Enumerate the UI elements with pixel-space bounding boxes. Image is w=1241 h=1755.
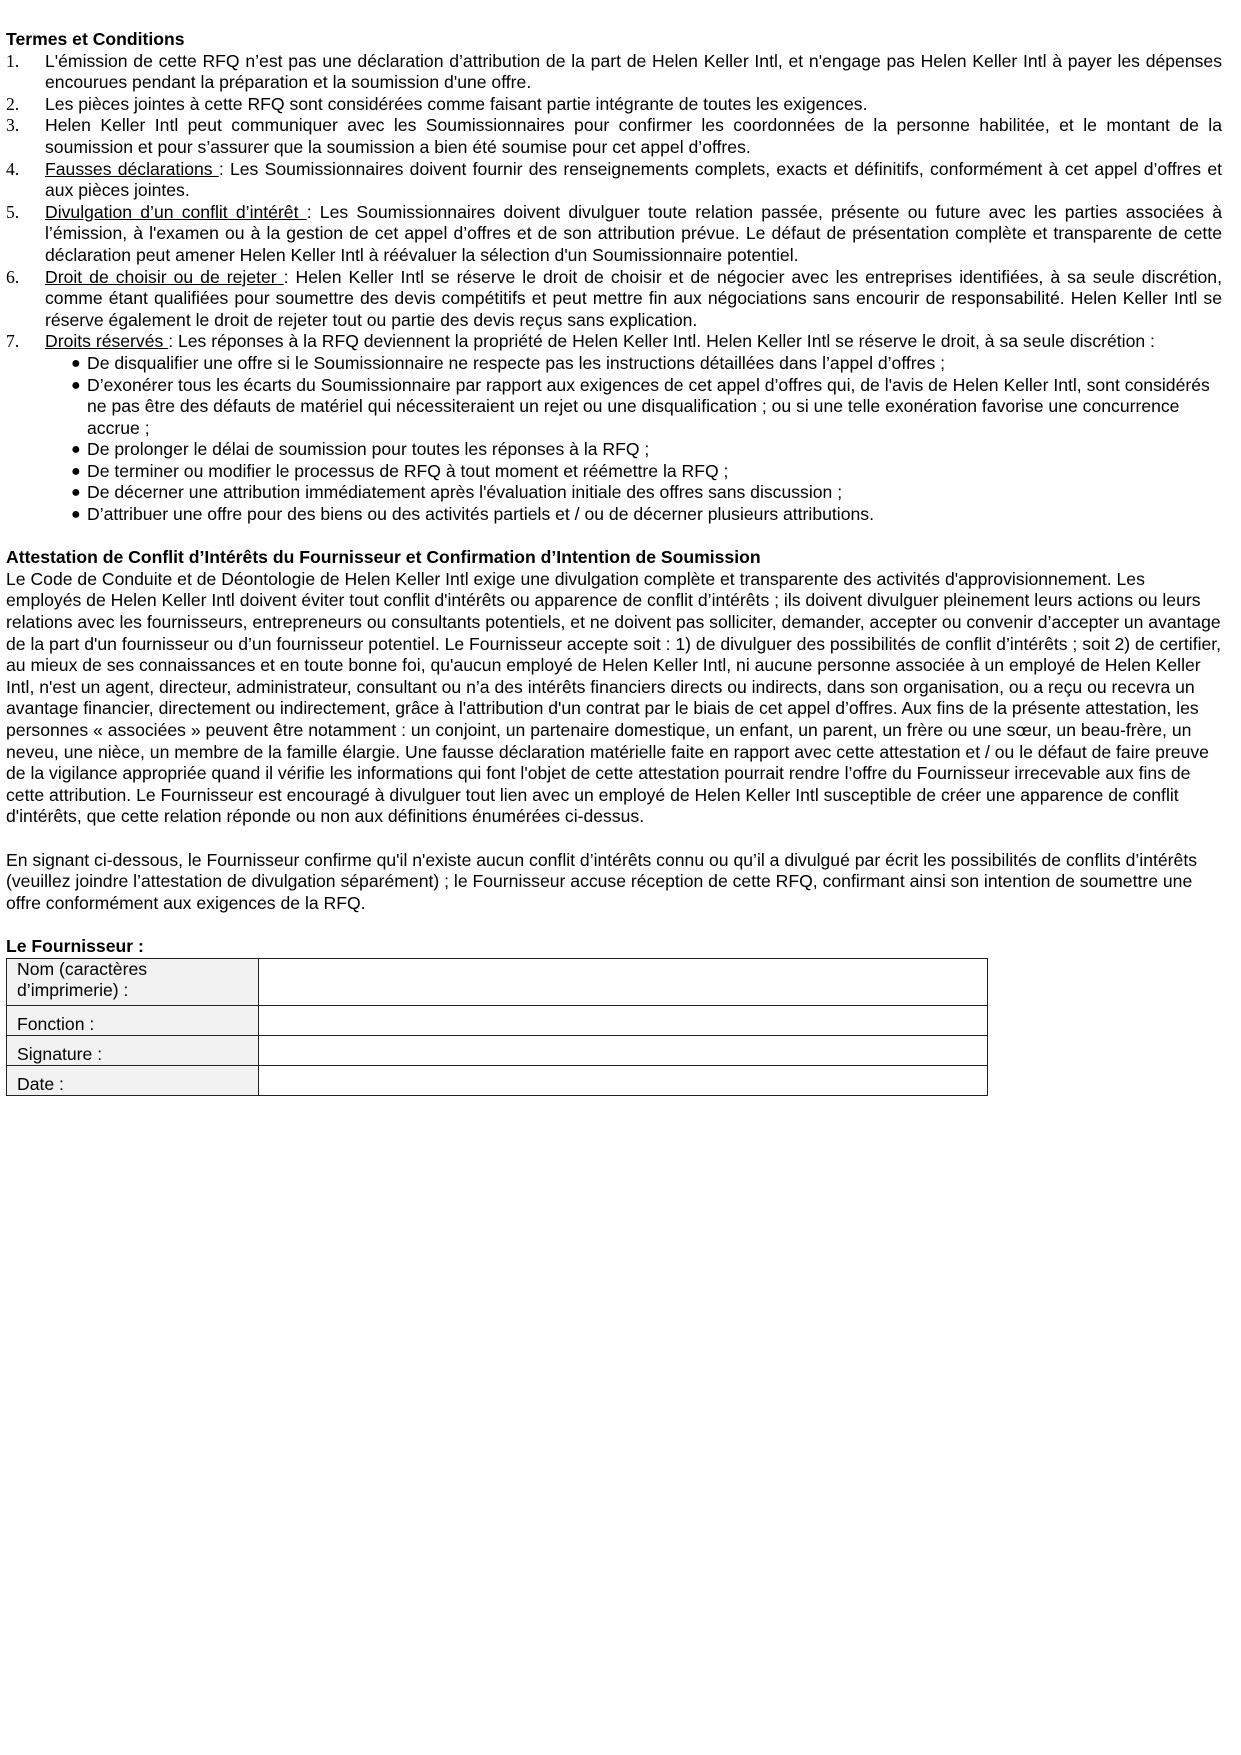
term-heading: Droits réservés bbox=[45, 331, 169, 352]
term-text: : Les Soumissionnaires doivent fournir des renseignements complets, exacts et définitifs, conformément à cet appel d’offres et aux pièces jointes. bbox=[45, 158, 1222, 201]
term-text: : Les réponses à la RFQ deviennent la propriété de Helen Keller Intl. Helen Keller Intl se réserve le droit, à sa seule discrétion : bbox=[168, 331, 1155, 352]
supplier-name-field[interactable] bbox=[259, 958, 988, 1005]
term-number: 4. bbox=[6, 158, 20, 179]
supplier-field-row bbox=[7, 958, 988, 1005]
confirmation-paragraph: En signant ci-dessous, le Fournisseur confirme qu'il n'existe aucun conflit d’intérêts connu ou qu’il a divulgué par écrit les possibilités de conflits d’intérêts (veuillez joindre l’attestation de divulgation séparément) ; le Fournisseur accuse réception de cette RFQ, confirmant ainsi son intention de soumettre une offre conformément aux exigences de la RFQ. bbox=[6, 849, 1198, 913]
supplier-title: Le Fournisseur : bbox=[6, 935, 144, 956]
confirmation-section bbox=[6, 850, 1222, 915]
reserved-right-text: De disqualifier une offre si le Soumissionnaire ne respecte pas les instructions détaillées dans l’appel d’offres ; bbox=[87, 352, 946, 373]
supplier-field-row bbox=[7, 1065, 988, 1095]
term-item bbox=[6, 202, 1222, 267]
reserved-right-item bbox=[45, 482, 1222, 504]
bullet-icon: ● bbox=[71, 376, 81, 394]
term-item bbox=[6, 115, 1222, 158]
reserved-right-text: D’attribuer une offre pour des biens ou des activités partiels et / ou de décerner plusieurs attributions. bbox=[87, 504, 874, 525]
term-text: Helen Keller Intl peut communiquer avec les Soumissionnaires pour confirmer les coordonnées de la personne habilitée, et le montant de la soumission et pour s’assurer que la soumission a bien été soumise pour cet appel d’offres. bbox=[45, 115, 1222, 157]
document-page bbox=[6, 29, 1222, 1096]
bullet-icon: ● bbox=[71, 462, 81, 480]
term-item bbox=[6, 51, 1222, 94]
supplier-signature-table bbox=[6, 958, 988, 1096]
term-number: 1. bbox=[6, 50, 20, 71]
supplier-field-label: Signature : bbox=[7, 1035, 259, 1065]
term-heading: Divulgation d’un conflit d’intérêt bbox=[45, 201, 307, 222]
supplier-signature-field[interactable] bbox=[259, 1035, 988, 1065]
supplier-field-row bbox=[7, 1005, 988, 1035]
attestation-title: Attestation de Conflit d’Intérêts du Fournisseur et Confirmation d’Intention de Soumission bbox=[6, 547, 761, 568]
term-heading: Fausses déclarations bbox=[45, 158, 219, 179]
term-item bbox=[6, 331, 1222, 525]
bullet-icon: ● bbox=[71, 354, 81, 372]
term-number: 7. bbox=[6, 331, 20, 352]
term-number: 2. bbox=[6, 93, 20, 114]
reserved-right-item bbox=[45, 375, 1222, 440]
supplier-function-field[interactable] bbox=[259, 1005, 988, 1035]
term-text: L'émission de cette RFQ n’est pas une déclaration d’attribution de la part de Helen Keller Intl, et n'engage pas Helen Keller Intl à payer les dépenses encourues pendant la préparation et la soumission d'une offre. bbox=[45, 50, 1222, 93]
supplier-field-label: Date : bbox=[7, 1065, 259, 1095]
reserved-right-item bbox=[45, 439, 1222, 461]
term-number: 3. bbox=[6, 115, 20, 136]
terms-title: Termes et Conditions bbox=[6, 29, 185, 49]
reserved-right-text: De prolonger le délai de soumission pour toutes les réponses à la RFQ ; bbox=[87, 439, 650, 460]
reserved-rights-list bbox=[45, 353, 1222, 526]
term-item bbox=[6, 267, 1222, 332]
supplier-field-label: Fonction : bbox=[7, 1005, 259, 1035]
bullet-icon: ● bbox=[71, 506, 81, 524]
term-text: : Helen Keller Intl se réserve le droit de choisir et de négocier avec les entreprises identifiées, à sa seule discrétion, comme étant qualifiées pour soumettre des devis compétitifs et peut mettre fin aux négociations sans encourir de responsabilité. Helen Keller Intl se réserve également le droit de rejeter tout ou partie des devis reçus sans explication. bbox=[45, 266, 1222, 330]
attestation-paragraph: Le Code de Conduite et de Déontologie de Helen Keller Intl exige une divulgation complète et transparente des activités d'approvisionnement. Les employés de Helen Keller Intl doivent éviter tout conflit d'intérêts ou apparence de conflit d’intérêts ; ils doivent divulguer pleinement leurs actions ou leurs relations avec les fournisseurs, entrepreneurs ou consultants potentiels, et ne doivent pas solliciter, demander, accepter ou convenir d’accepter un avantage de la part d'un fournisseur ou d’un fournisseur potentiel. Le Fournisseur accepte soit : 1) de divulguer des possibilités de conflit d’intérêts ; soit 2) de certifier, au mieux de ses connaissances et en toute bonne foi, qu'aucun employé de Helen Keller Intl, ni aucune personne associée à un employé de Helen Keller Intl, n'est un agent, directeur, administrateur, consultant ou n’a des intérêts financiers directs ou indirects, dans son organisation, ou a reçu ou recevra un avantage financier, directement ou indirectement, grâce à l'attribution d'un contrat par le biais de cet appel d’offres. Aux fins de la présente attestation, les personnes « associées » peuvent être notamment : un conjoint, un partenaire domestique, un enfant, un parent, un frère ou une sœur, un beau-frère, un neveu, une nièce, un membre de la famille élargie. Une fausse déclaration matérielle faite en rapport avec cette attestation et / ou le défaut de faire preuve de la vigilance appropriée quand il vérifie les informations qui font l'objet de cette attestation pourrait rendre l’offre du Fournisseur irrecevable aux fins de cette attribution. Le Fournisseur est encouragé à divulguer tout lien avec un employé de Helen Keller Intl susceptible de créer une apparence de conflit d'intérêts, que cette relation réponde ou non aux définitions énumérées ci-dessus. bbox=[6, 568, 1222, 827]
term-number: 6. bbox=[6, 266, 20, 287]
supplier-date-field[interactable] bbox=[259, 1065, 988, 1095]
supplier-field-row bbox=[7, 1035, 988, 1065]
supplier-field-label: Nom (caractères d’imprimerie) : bbox=[7, 958, 259, 1005]
term-heading: Droit de choisir ou de rejeter bbox=[45, 266, 284, 287]
reserved-right-text: De terminer ou modifier le processus de RFQ à tout moment et réémettre la RFQ ; bbox=[87, 460, 729, 481]
term-item bbox=[6, 94, 1222, 116]
supplier-section bbox=[6, 936, 1222, 1096]
terms-list bbox=[6, 51, 1222, 526]
reserved-right-item bbox=[45, 504, 1222, 526]
reserved-right-text: De décerner une attribution immédiatement après l'évaluation initiale des offres sans discussion ; bbox=[87, 482, 843, 503]
reserved-right-item bbox=[45, 461, 1222, 483]
term-number: 5. bbox=[6, 201, 20, 222]
reserved-right-item bbox=[45, 353, 1222, 375]
term-text: : Les Soumissionnaires doivent divulguer toute relation passée, présente ou future avec les parties associées à l’émission, à l'examen ou à la gestion de cet appel d’offres et de son attribution prévue. Le défaut de présentation complète et transparente de cette déclaration peut amener Helen Keller Intl à réévaluer la sélection d'un Soumissionnaire potentiel. bbox=[45, 201, 1222, 265]
bullet-icon: ● bbox=[71, 441, 81, 459]
bullet-icon: ● bbox=[71, 484, 81, 502]
term-item bbox=[6, 159, 1222, 202]
attestation-section bbox=[6, 547, 1222, 828]
term-text: Les pièces jointes à cette RFQ sont considérées comme faisant partie intégrante de toutes les exigences. bbox=[45, 93, 868, 114]
reserved-right-text: D’exonérer tous les écarts du Soumissionnaire par rapport aux exigences de cet appel d’offres qui, de l'avis de Helen Keller Intl, sont considérés ne pas être des défauts de matériel qui nécessiteraient un rejet ou une disqualification ; ou si une telle exonération favorise une concurrence accrue ; bbox=[87, 374, 1210, 438]
